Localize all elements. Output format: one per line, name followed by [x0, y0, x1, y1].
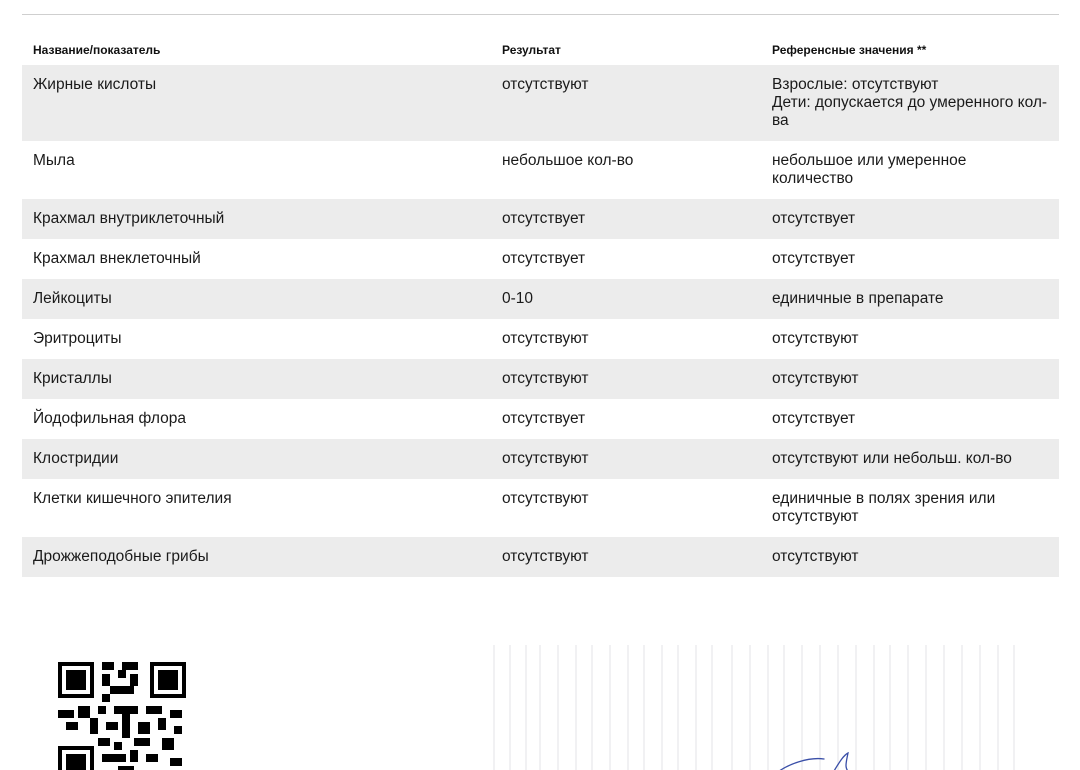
table-row	[22, 239, 1059, 279]
cell-reference-text: отсутствуют	[772, 370, 859, 387]
cell-reference	[761, 319, 1059, 359]
cell-result-text: отсутствуют	[502, 330, 589, 347]
table-row	[22, 319, 1059, 359]
cell-reference	[761, 439, 1059, 479]
qr-code-icon	[58, 662, 186, 770]
cell-result	[491, 319, 761, 359]
cell-reference-text: единичные в препарате	[772, 290, 944, 307]
column-header-name: Название/показатель	[33, 43, 161, 57]
column-header-reference: Референсные значения **	[772, 43, 927, 57]
cell-name-text: Кристаллы	[33, 370, 112, 387]
cell-result	[491, 279, 761, 319]
cell-reference-text: отсутствует	[772, 410, 856, 427]
cell-result-text: отсутствуют	[502, 450, 589, 467]
cell-name	[22, 199, 491, 239]
cell-result	[491, 439, 761, 479]
cell-name-text: Дрожжеподобные грибы	[33, 548, 209, 565]
column-header-result: Результат	[502, 43, 561, 57]
cell-name	[22, 65, 491, 141]
cell-result	[491, 479, 761, 537]
cell-name	[22, 279, 491, 319]
top-divider	[22, 14, 1059, 15]
cell-result	[491, 239, 761, 279]
cell-name-text: Йодофильная флора	[33, 410, 186, 427]
cell-result-text: отсутствуют	[502, 370, 589, 387]
cell-name	[22, 439, 491, 479]
cell-reference	[761, 359, 1059, 399]
cell-name-text: Крахмал внутриклеточный	[33, 210, 225, 227]
cell-result-text: отсутствует	[502, 210, 586, 227]
table-row	[22, 399, 1059, 439]
cell-result-text: 0-10	[502, 290, 534, 307]
cell-name	[22, 479, 491, 537]
cell-reference	[761, 239, 1059, 279]
cell-reference-text: отсутствует	[772, 210, 856, 227]
cell-result	[491, 199, 761, 239]
cell-reference	[761, 199, 1059, 239]
table-row	[22, 479, 1059, 537]
cell-reference	[761, 537, 1059, 577]
cell-reference-text: небольшое или умеренное количество	[772, 152, 967, 187]
cell-name	[22, 319, 491, 359]
cell-result-text: отсутствует	[502, 410, 586, 427]
cell-result-text: отсутствует	[502, 250, 586, 267]
cell-result-text: отсутствуют	[502, 548, 589, 565]
results-table-header	[22, 36, 1059, 65]
signature-stamp-icon	[488, 645, 1018, 770]
table-row	[22, 199, 1059, 239]
cell-result	[491, 537, 761, 577]
table-row	[22, 65, 1059, 141]
cell-name-text: Мыла	[33, 152, 75, 169]
cell-name	[22, 359, 491, 399]
cell-name	[22, 239, 491, 279]
cell-name	[22, 537, 491, 577]
cell-result	[491, 399, 761, 439]
cell-reference-text: отсутствуют или небольш. кол-во	[772, 450, 1012, 467]
cell-name-text: Клостридии	[33, 450, 119, 467]
cell-reference-text: отсутствует	[772, 250, 856, 267]
cell-name	[22, 141, 491, 199]
cell-result	[491, 359, 761, 399]
cell-result-text: отсутствуют	[502, 76, 589, 93]
cell-name-text: Крахмал внеклеточный	[33, 250, 201, 267]
cell-reference	[761, 479, 1059, 537]
cell-name-text: Клетки кишечного эпителия	[33, 490, 232, 507]
cell-reference	[761, 65, 1059, 141]
cell-reference	[761, 399, 1059, 439]
table-row	[22, 537, 1059, 577]
table-row	[22, 439, 1059, 479]
cell-name-text: Лейкоциты	[33, 290, 112, 307]
cell-result-text: отсутствуют	[502, 490, 589, 507]
table-row	[22, 141, 1059, 199]
cell-result	[491, 65, 761, 141]
cell-reference-text: единичные в полях зрения или отсутствуют	[772, 490, 996, 525]
cell-result-text: небольшое кол-во	[502, 152, 634, 169]
cell-reference-text: Взрослые: отсутствуют Дети: допускается до умеренного кол-ва	[772, 76, 1048, 129]
table-row	[22, 359, 1059, 399]
cell-reference	[761, 279, 1059, 319]
results-table-body	[22, 65, 1059, 577]
cell-reference	[761, 141, 1059, 199]
cell-reference-text: отсутствуют	[772, 330, 859, 347]
cell-name-text: Жирные кислоты	[33, 76, 157, 93]
cell-result	[491, 141, 761, 199]
table-row	[22, 279, 1059, 319]
results-table	[22, 36, 1059, 577]
cell-reference-text: отсутствуют	[772, 548, 859, 565]
header-row	[22, 36, 1059, 65]
cell-name-text: Эритроциты	[33, 330, 122, 347]
cell-name	[22, 399, 491, 439]
